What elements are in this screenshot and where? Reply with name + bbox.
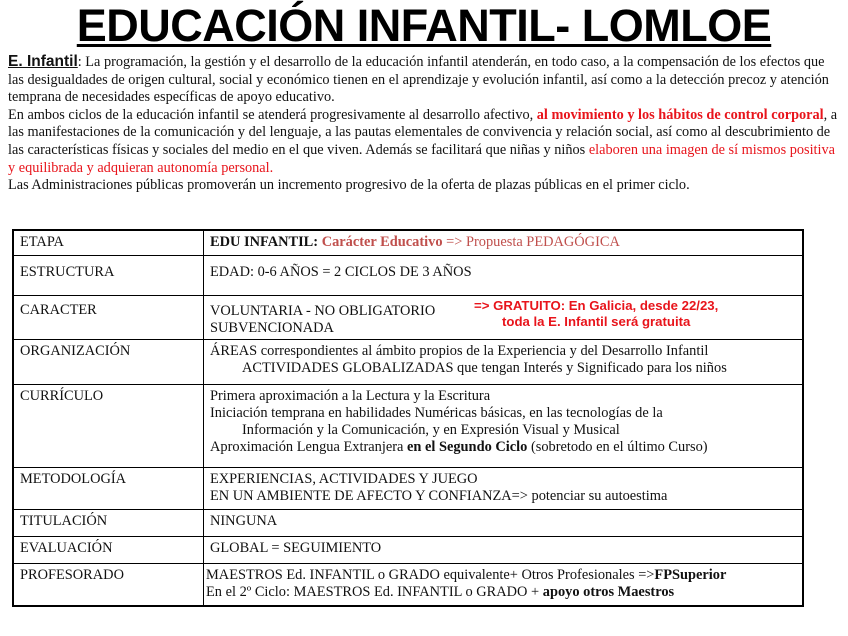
caracter-line1: VOLUNTARIA - NO OBLIGATORIO [210, 302, 436, 319]
row-value [204, 384, 804, 467]
table-row-curriculo [13, 384, 803, 467]
caracter-line2: SUBVENCIONADA [210, 319, 334, 336]
row-value: GLOBAL = SEGUIMIENTO [204, 536, 804, 563]
table-row-evaluacion [13, 536, 803, 563]
profesorado-line2 [206, 584, 796, 601]
table-row-metodologia [13, 467, 803, 509]
etapa-rest: => Propuesta PEDAGÓGICA [442, 234, 620, 250]
curriculo-line2: Iniciación temprana en habilidades Numéricas básicas, en las tecnologías de la [210, 404, 663, 421]
curriculo-line4b: en el Segundo Ciclo [407, 438, 528, 455]
organizacion-line2: ACTIVIDADES GLOBALIZADAS que tengan Interés y Significado para los niños [242, 359, 727, 376]
intro-highlight-movement: al movimiento y los hábitos de control corporal [536, 106, 824, 123]
curriculo-line3: Información y la Comunicación, y en Expresión Visual y Musical [242, 421, 620, 438]
table-row-organizacion [13, 339, 803, 384]
row-label: TITULACIÓN [13, 509, 204, 536]
organizacion-line1: ÁREAS correspondientes al ámbito propios de la Experiencia y del Desarrollo Infantil [210, 342, 709, 359]
intro-text [8, 53, 842, 195]
intro-paragraph-3: Las Administraciones públicas promoverán un incremento progresivo de la oferta de plazas públicas en el primer ciclo. [8, 177, 690, 194]
etapa-caracter: Carácter Educativo [321, 234, 443, 250]
gratuito-line1: => GRATUITO: En Galicia, desde 22/23, [474, 297, 719, 313]
profesorado-line1 [206, 567, 796, 584]
table-row-etapa [13, 230, 803, 255]
table-row-titulacion [13, 509, 803, 536]
row-value: EDAD: 0-6 AÑOS = 2 CICLOS DE 3 AÑOS [204, 255, 804, 295]
curriculo-line4a: Aproximación Lengua Extranjera [210, 438, 407, 455]
row-label: EVALUACIÓN [13, 536, 204, 563]
page-title: EDUCACIÓN INFANTIL- LOMLOE [76, 0, 772, 51]
row-value: NINGUNA [204, 509, 804, 536]
table-row-profesorado [13, 563, 803, 606]
row-label: PROFESORADO [13, 563, 204, 606]
intro-p2a: En ambos ciclos de la educación infantil se atenderá progresivamente al desarrollo afectivo, [8, 106, 537, 123]
curriculo-line4c: (sobretodo en el último Curso) [527, 438, 708, 455]
table-row-caracter [13, 295, 803, 339]
intro-p2c: , a las manifestaciones de la comunicación y del lenguaje, a las pautas elementales de convivencia y relación social, así como al descubrimiento de las características físicas y sociales del medio en el que viven. Además se facilitará que niñas y niños [8, 106, 838, 158]
row-label: ORGANIZACIÓN [13, 339, 204, 384]
intro-lead: E. Infantil [8, 53, 78, 70]
row-label: CARACTER [13, 295, 204, 339]
row-value [204, 467, 804, 509]
gratuito-line2: toda la E. Infantil será gratuita [502, 313, 691, 329]
intro-paragraph-1 [8, 53, 842, 107]
row-value [204, 563, 804, 606]
summary-table [12, 229, 804, 607]
table-row-estructura [13, 255, 803, 295]
row-label: ESTRUCTURA [13, 255, 204, 295]
row-label: METODOLOGÍA [13, 467, 204, 509]
row-value [204, 295, 804, 339]
profesorado-line2a: En el 2º Ciclo: MAESTROS Ed. INFANTIL o GRADO + [206, 583, 543, 600]
metodologia-line2: EN UN AMBIENTE DE AFECTO Y CONFIANZA=> potenciar su autoestima [210, 487, 668, 504]
curriculo-line1: Primera aproximación a la Lectura y la Escritura [210, 387, 491, 404]
profesorado-line2b: apoyo otros Maestros [542, 583, 675, 600]
metodologia-line1: EXPERIENCIAS, ACTIVIDADES Y JUEGO [210, 470, 478, 487]
profesorado-line1a: MAESTROS Ed. INFANTIL o GRADO equivalente+ Otros Profesionales => [206, 566, 655, 583]
intro-p1: : La programación, la gestión y el desarrollo de la educación infantil atenderán, en todo caso, a la compensación de los efectos que las desigualdades de origen cultural, social y económico tienen en el aprendizaje y evolución infantil, así como a la detección precoz y atención temprana de necesidades específicas de apoyo educativo. [8, 54, 829, 106]
profesorado-line1b: FPSuperior [654, 566, 727, 583]
etapa-edu: EDU INFANTIL: [210, 234, 319, 250]
gratuito-note [474, 298, 718, 330]
intro-highlight-autonomy: elaboren una imagen de sí mismos positiva y equilibrada y adquieran autonomía personal. [8, 141, 835, 176]
row-label: CURRÍCULO [13, 384, 204, 467]
curriculo-line4 [210, 439, 796, 456]
intro-paragraph-2 [8, 107, 842, 177]
row-label: ETAPA [13, 230, 204, 255]
row-value [204, 230, 804, 255]
row-value [204, 339, 804, 384]
